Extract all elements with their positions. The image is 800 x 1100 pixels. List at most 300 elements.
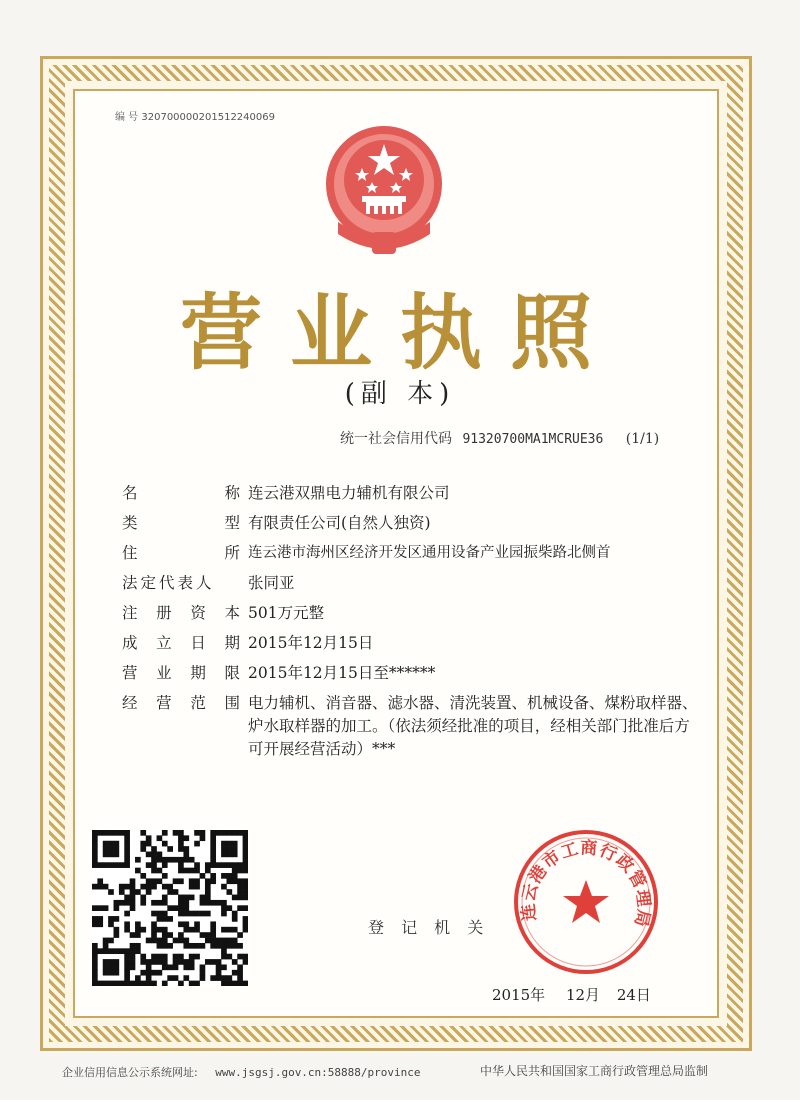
qr-module <box>92 921 98 927</box>
qr-module <box>232 868 238 874</box>
qr-module <box>151 932 157 938</box>
qr-module <box>178 862 184 868</box>
qr-module <box>189 959 195 965</box>
qr-module <box>173 878 179 884</box>
qr-module <box>183 943 189 949</box>
qr-module <box>226 927 232 933</box>
issue-day: 24日 <box>616 986 651 1004</box>
footer-url[interactable]: www.jsgsj.gov.cn:58888/province <box>215 1066 421 1079</box>
qr-module <box>114 948 120 954</box>
qr-module <box>151 878 157 884</box>
qr-module <box>183 852 189 858</box>
qr-module <box>178 905 184 911</box>
qr-module <box>216 943 222 949</box>
qr-module <box>243 884 248 890</box>
qr-module <box>119 900 125 906</box>
qr-module <box>114 964 120 970</box>
qr-module <box>157 970 163 976</box>
qr-module <box>226 975 232 981</box>
qr-module <box>210 938 216 944</box>
qr-module <box>140 884 146 890</box>
credit-code-value: 91320700MA1MCRUE36 <box>462 432 604 447</box>
registration-authority-label: 登 记 机 关 <box>368 918 490 937</box>
qr-module <box>114 905 120 911</box>
qr-module <box>210 943 216 949</box>
qr-module <box>97 830 103 836</box>
qr-module <box>103 862 109 868</box>
qr-module <box>173 975 179 981</box>
qr-module <box>183 868 189 874</box>
qr-module <box>210 841 216 847</box>
qr-module <box>232 852 238 858</box>
qr-module <box>124 830 130 836</box>
qr-module <box>221 938 227 944</box>
qr-module <box>157 911 163 917</box>
qr-module <box>124 959 130 965</box>
qr-module <box>92 857 98 863</box>
qr-module <box>178 954 184 960</box>
field-label: 营 业 期 限 <box>122 664 240 682</box>
qr-module <box>151 954 157 960</box>
qr-module <box>124 970 130 976</box>
qr-module <box>103 959 109 965</box>
qr-module <box>183 927 189 933</box>
qr-module <box>237 954 243 960</box>
qr-module <box>157 938 163 944</box>
field-row-founded <box>122 628 702 658</box>
founding-date: 2015年12月15日 <box>248 634 374 652</box>
qr-module <box>140 981 146 986</box>
qr-module <box>92 862 98 868</box>
field-row-capital <box>122 598 702 628</box>
qr-module <box>108 889 114 895</box>
qr-module <box>124 964 130 970</box>
qr-module <box>157 959 163 965</box>
qr-module <box>167 846 173 852</box>
qr-module <box>183 835 189 841</box>
qr-module <box>157 954 163 960</box>
qr-module <box>232 916 238 922</box>
qr-module <box>92 970 98 976</box>
qr-module <box>243 905 248 911</box>
qr-module <box>92 981 98 986</box>
qr-module <box>226 938 232 944</box>
qr-module <box>162 841 168 847</box>
qr-module <box>237 981 243 986</box>
qr-module <box>221 954 227 960</box>
qr-module <box>151 927 157 933</box>
qr-module <box>189 857 195 863</box>
qr-module <box>205 911 211 917</box>
qr-module <box>237 905 243 911</box>
qr-module <box>114 959 120 965</box>
qr-module <box>130 964 136 970</box>
qr-module <box>114 862 120 868</box>
qr-module <box>178 932 184 938</box>
qr-module <box>103 841 109 847</box>
qr-module <box>200 975 206 981</box>
qr-module <box>221 862 227 868</box>
qr-module <box>140 900 146 906</box>
qr-module <box>130 905 136 911</box>
national-emblem-icon <box>318 122 450 264</box>
company-type: 有限责任公司(自然人独资) <box>248 514 431 532</box>
qr-module <box>189 954 195 960</box>
qr-module <box>114 981 120 986</box>
registered-capital: 501万元整 <box>248 604 325 622</box>
qr-module <box>221 975 227 981</box>
official-seal-icon <box>512 828 660 976</box>
qr-module <box>124 846 130 852</box>
qr-module <box>221 841 227 847</box>
qr-module <box>162 857 168 863</box>
qr-module <box>92 964 98 970</box>
qr-module <box>92 846 98 852</box>
qr-module <box>124 948 130 954</box>
business-term: 2015年12月15日至****** <box>248 664 436 682</box>
qr-module <box>92 830 98 836</box>
qr-module <box>124 921 130 927</box>
qr-module <box>232 970 238 976</box>
qr-module <box>194 921 200 927</box>
qr-module <box>237 868 243 874</box>
qr-module <box>226 954 232 960</box>
qr-module <box>103 964 109 970</box>
qr-module <box>167 884 173 890</box>
qr-module <box>119 830 125 836</box>
qr-module <box>200 895 206 901</box>
qr-module <box>178 841 184 847</box>
qr-module <box>124 835 130 841</box>
qr-module <box>140 895 146 901</box>
qr-module <box>205 932 211 938</box>
qr-module <box>183 900 189 906</box>
qr-module <box>221 981 227 986</box>
serial-number <box>115 108 275 123</box>
qr-module <box>167 889 173 895</box>
qr-module <box>194 841 200 847</box>
qr-module <box>216 862 222 868</box>
qr-module <box>108 921 114 927</box>
qr-module <box>183 959 189 965</box>
qr-module <box>103 943 109 949</box>
qr-module <box>226 852 232 858</box>
qr-module <box>162 932 168 938</box>
qr-module <box>114 841 120 847</box>
qr-module <box>151 852 157 858</box>
qr-module <box>183 895 189 901</box>
field-label: 类 型 <box>122 514 240 532</box>
qr-module <box>157 852 163 858</box>
qr-module <box>210 927 216 933</box>
qr-module <box>108 862 114 868</box>
qr-module <box>124 852 130 858</box>
qr-module <box>232 895 238 901</box>
qr-module <box>183 911 189 917</box>
qr-module <box>178 835 184 841</box>
qr-module <box>189 868 195 874</box>
qr-module <box>200 943 206 949</box>
qr-module <box>237 943 243 949</box>
legal-representative: 张同亚 <box>248 574 295 592</box>
qr-module <box>151 959 157 965</box>
qr-module <box>205 878 211 884</box>
qr-module <box>135 857 141 863</box>
qr-module <box>183 964 189 970</box>
qr-module <box>205 900 211 906</box>
qr-module <box>243 921 248 927</box>
qr-module <box>221 846 227 852</box>
qr-module <box>178 895 184 901</box>
qr-module <box>103 938 109 944</box>
qr-module <box>232 878 238 884</box>
qr-module <box>189 981 195 986</box>
qr-module <box>243 846 248 852</box>
qr-module <box>119 889 125 895</box>
qr-module <box>194 943 200 949</box>
qr-module <box>97 862 103 868</box>
qr-module <box>151 857 157 863</box>
credit-code-label: 统一社会信用代码 <box>340 431 452 447</box>
qr-module <box>140 841 146 847</box>
qr-module <box>226 862 232 868</box>
qr-module <box>130 948 136 954</box>
qr-module <box>243 959 248 965</box>
credit-code-line <box>340 428 659 448</box>
qr-module <box>119 884 125 890</box>
qr-module <box>92 841 98 847</box>
field-label: 注 册 资 本 <box>122 604 240 622</box>
qr-module <box>146 835 152 841</box>
qr-module <box>124 911 130 917</box>
qr-module <box>114 932 120 938</box>
qr-module <box>135 927 141 933</box>
qr-module <box>97 878 103 884</box>
qr-module <box>243 830 248 836</box>
qr-module <box>189 943 195 949</box>
qr-module <box>205 959 211 965</box>
qr-module <box>162 959 168 965</box>
qr-module <box>130 959 136 965</box>
qr-module <box>92 959 98 965</box>
qr-module <box>178 938 184 944</box>
qr-module <box>173 938 179 944</box>
qr-module <box>178 921 184 927</box>
qr-module <box>178 830 184 836</box>
qr-module <box>162 900 168 906</box>
qr-module <box>162 981 168 986</box>
qr-module <box>221 911 227 917</box>
qr-module <box>130 895 136 901</box>
qr-module <box>226 981 232 986</box>
qr-module <box>226 841 232 847</box>
qr-module <box>103 948 109 954</box>
serial-value: 32070000020151224​0069 <box>141 112 275 123</box>
qr-module <box>173 959 179 965</box>
qr-module <box>237 964 243 970</box>
qr-module <box>210 857 216 863</box>
qr-module <box>97 948 103 954</box>
qr-module <box>146 970 152 976</box>
qr-module <box>135 948 141 954</box>
qr-module <box>140 927 146 933</box>
qr-module <box>205 884 211 890</box>
qr-module <box>92 916 98 922</box>
qr-module <box>221 852 227 858</box>
qr-module <box>210 862 216 868</box>
qr-module <box>183 975 189 981</box>
qr-module <box>216 970 222 976</box>
qr-module <box>162 884 168 890</box>
qr-module <box>103 884 109 890</box>
qr-module <box>124 927 130 933</box>
qr-module <box>108 964 114 970</box>
qr-module <box>162 911 168 917</box>
qr-module <box>221 900 227 906</box>
qr-module <box>226 943 232 949</box>
qr-module <box>173 889 179 895</box>
field-row-name <box>122 478 702 508</box>
qr-module <box>92 954 98 960</box>
qr-module <box>210 852 216 858</box>
qr-module <box>243 857 248 863</box>
qr-module <box>178 857 184 863</box>
qr-module <box>232 959 238 965</box>
qr-module <box>189 964 195 970</box>
qr-module <box>162 938 168 944</box>
qr-module <box>103 830 109 836</box>
field-label: 住 所 <box>122 544 240 562</box>
qr-module <box>157 857 163 863</box>
qr-module <box>135 921 141 927</box>
qr-module <box>167 916 173 922</box>
qr-module <box>232 938 238 944</box>
qr-module <box>221 873 227 879</box>
qr-module <box>210 921 216 927</box>
qr-module <box>167 905 173 911</box>
qr-module <box>243 954 248 960</box>
qr-module <box>124 975 130 981</box>
qr-module <box>114 900 120 906</box>
qr-module <box>194 981 200 986</box>
qr-module <box>243 852 248 858</box>
qr-module <box>216 900 222 906</box>
qr-module <box>140 830 146 836</box>
qr-module <box>221 964 227 970</box>
qr-module <box>114 852 120 858</box>
qr-module <box>221 927 227 933</box>
qr-module <box>226 905 232 911</box>
qr-module <box>97 921 103 927</box>
qr-module <box>92 884 98 890</box>
qr-code-icon[interactable] <box>92 830 248 986</box>
qr-module <box>135 932 141 938</box>
qr-module <box>108 830 114 836</box>
qr-module <box>178 959 184 965</box>
qr-module <box>243 981 248 986</box>
qr-module <box>189 895 195 901</box>
qr-module <box>210 835 216 841</box>
field-label: 法定代表人 <box>122 574 215 592</box>
qr-module <box>130 878 136 884</box>
issue-date <box>492 984 653 1005</box>
qr-module <box>130 900 136 906</box>
qr-module <box>243 868 248 874</box>
company-address: 连云港市海州区经济开发区通用设备产业园振柴路北侧首 <box>248 545 611 561</box>
qr-module <box>221 830 227 836</box>
qr-module <box>210 959 216 965</box>
qr-module <box>205 868 211 874</box>
qr-module <box>124 862 130 868</box>
qr-module <box>124 884 130 890</box>
qr-module <box>140 846 146 852</box>
qr-module <box>130 954 136 960</box>
qr-module <box>178 878 184 884</box>
qr-module <box>114 927 120 933</box>
qr-module <box>157 927 163 933</box>
qr-module <box>97 884 103 890</box>
qr-module <box>135 981 141 986</box>
qr-module <box>173 905 179 911</box>
qr-module <box>200 932 206 938</box>
qr-module <box>210 900 216 906</box>
qr-module <box>146 852 152 858</box>
field-label: 名 称 <box>122 484 240 502</box>
qr-module <box>189 878 195 884</box>
qr-module <box>119 981 125 986</box>
qr-module <box>162 927 168 933</box>
qr-module <box>232 862 238 868</box>
qr-module <box>124 857 130 863</box>
qr-module <box>157 943 163 949</box>
qr-module <box>205 938 211 944</box>
qr-module <box>124 900 130 906</box>
qr-module <box>183 857 189 863</box>
qr-module <box>232 981 238 986</box>
qr-module <box>97 916 103 922</box>
qr-module <box>108 841 114 847</box>
qr-module <box>232 927 238 933</box>
qr-module <box>194 911 200 917</box>
qr-module <box>243 927 248 933</box>
qr-module <box>114 846 120 852</box>
qr-module <box>146 959 152 965</box>
qr-module <box>226 873 232 879</box>
qr-module <box>119 862 125 868</box>
qr-module <box>183 905 189 911</box>
qr-module <box>114 970 120 976</box>
qr-module <box>237 932 243 938</box>
qr-module <box>162 964 168 970</box>
qr-module <box>108 852 114 858</box>
qr-module <box>173 830 179 836</box>
qr-module <box>135 943 141 949</box>
qr-module <box>108 970 114 976</box>
qr-module <box>92 835 98 841</box>
qr-module <box>226 830 232 836</box>
qr-module <box>232 846 238 852</box>
qr-module <box>151 981 157 986</box>
qr-module <box>92 905 98 911</box>
qr-module <box>200 873 206 879</box>
qr-module <box>183 938 189 944</box>
qr-module <box>151 868 157 874</box>
qr-module <box>130 932 136 938</box>
qr-module <box>205 895 211 901</box>
qr-module <box>119 948 125 954</box>
qr-module <box>130 943 136 949</box>
qr-module <box>226 889 232 895</box>
